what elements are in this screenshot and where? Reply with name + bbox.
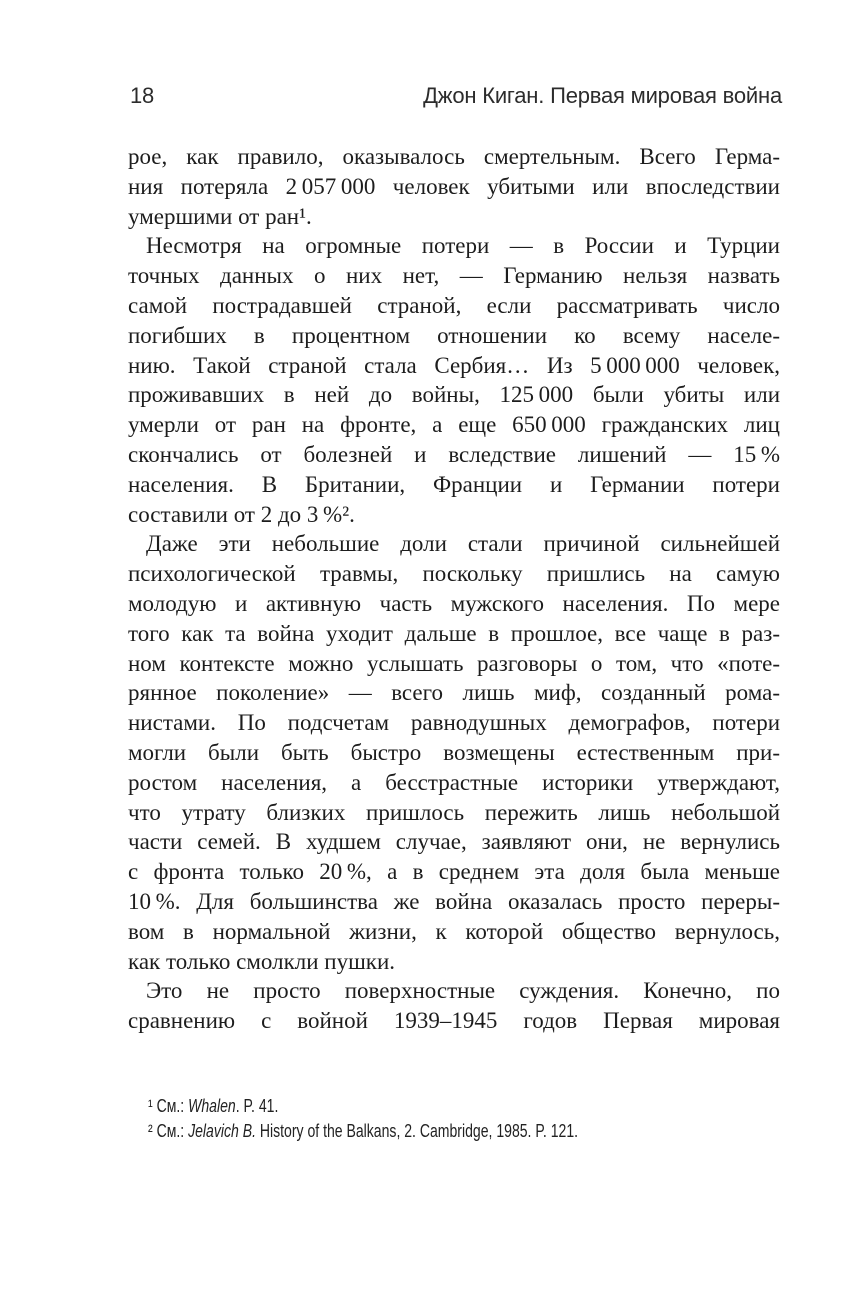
text-line: ростом населения, а бесстрастные историки утверждают, <box>128 769 780 795</box>
text-line: нистами. По подсчетам равнодушных демографов, потери <box>128 710 780 736</box>
footnote-marker: ² <box>148 1121 153 1141</box>
text-line: точных данных о них нет, — Германию нельзя назвать <box>128 263 780 289</box>
footnote-source: Whalen <box>188 1096 236 1116</box>
text-line: что утрату близких пришлось пережить лишь небольшой <box>128 799 780 825</box>
text-line: погибших в процентном отношении ко всему населе- <box>128 322 780 348</box>
footnote-rest: History of the Balkans, 2. Cambridge, 1985. P. 121. <box>255 1121 579 1141</box>
text-line: ном контексте можно услышать разговоры о том, что «поте- <box>128 650 780 676</box>
text-line: того как та война уходит дальше в прошлое, все чаще в раз- <box>128 620 780 646</box>
text-line: самой пострадавшей страной, если рассматривать число <box>128 292 780 318</box>
text-line: вом в нормальной жизни, к которой общество вернулось, <box>128 918 780 944</box>
text-line: 10 %. Для большинства же война оказалась просто переры- <box>128 888 780 914</box>
text-line: ния потеряла 2 057 000 человек убитыми или впоследствии <box>128 173 780 199</box>
footnote-source: Jelavich B. <box>188 1121 256 1141</box>
text-line: сравнению с войной 1939–1945 годов Первая мировая <box>128 1008 780 1034</box>
running-header <box>130 84 782 108</box>
footnote <box>148 1094 678 1119</box>
text-line: Несмотря на огромные потери — в России и Турции <box>146 233 780 259</box>
footnotes <box>128 1094 828 1144</box>
text-line: психологической травмы, поскольку пришлись на самую <box>128 561 780 587</box>
text-line: скончались от болезней и вследствие лишений — 15 % <box>128 441 780 467</box>
text-line: рянное поколение» — всего лишь миф, созданный рома- <box>128 680 780 706</box>
text-line: рое, как правило, оказывалось смертельным. Всего Герма- <box>128 144 780 169</box>
text-line: Это не просто поверхностные суждения. Конечно, по <box>146 978 780 1004</box>
text-line: могли были быть быстро возмещены естественным при- <box>128 739 780 765</box>
footnote-marker: ¹ <box>148 1096 153 1116</box>
page-number: 18 <box>130 83 155 108</box>
footnote-rest: . P. 41. <box>235 1096 279 1116</box>
footnote-see: См.: <box>152 1121 189 1141</box>
running-title: Джон Киган. Первая мировая война <box>423 83 782 108</box>
text-line: с фронта только 20 %, а в среднем эта доля была меньше <box>128 859 780 885</box>
footnote <box>148 1119 678 1144</box>
text-line: молодую и активную часть мужского населения. По мере <box>128 590 780 616</box>
text-line: Даже эти небольшие доли стали причиной сильнейшей <box>146 531 780 557</box>
text-line: составили от 2 до 3 %². <box>128 501 355 527</box>
text-line: части семей. В худшем случае, заявляют они, не вернулись <box>128 829 780 855</box>
text-line: проживавших в ней до войны, 125 000 были убиты или <box>128 382 780 408</box>
text-line: умерли от ран на фронте, а еще 650 000 гражданских лиц <box>128 412 780 438</box>
text-line: умершими от ран¹. <box>128 203 312 229</box>
footnote-see: См.: <box>152 1096 189 1116</box>
text-line: как только смолкли пушки. <box>128 948 396 974</box>
body-text <box>128 142 780 1036</box>
text-line: населения. В Британии, Франции и Германии потери <box>128 471 780 497</box>
text-line: нию. Такой страной стала Сербия… Из 5 000 000 человек, <box>128 352 780 378</box>
